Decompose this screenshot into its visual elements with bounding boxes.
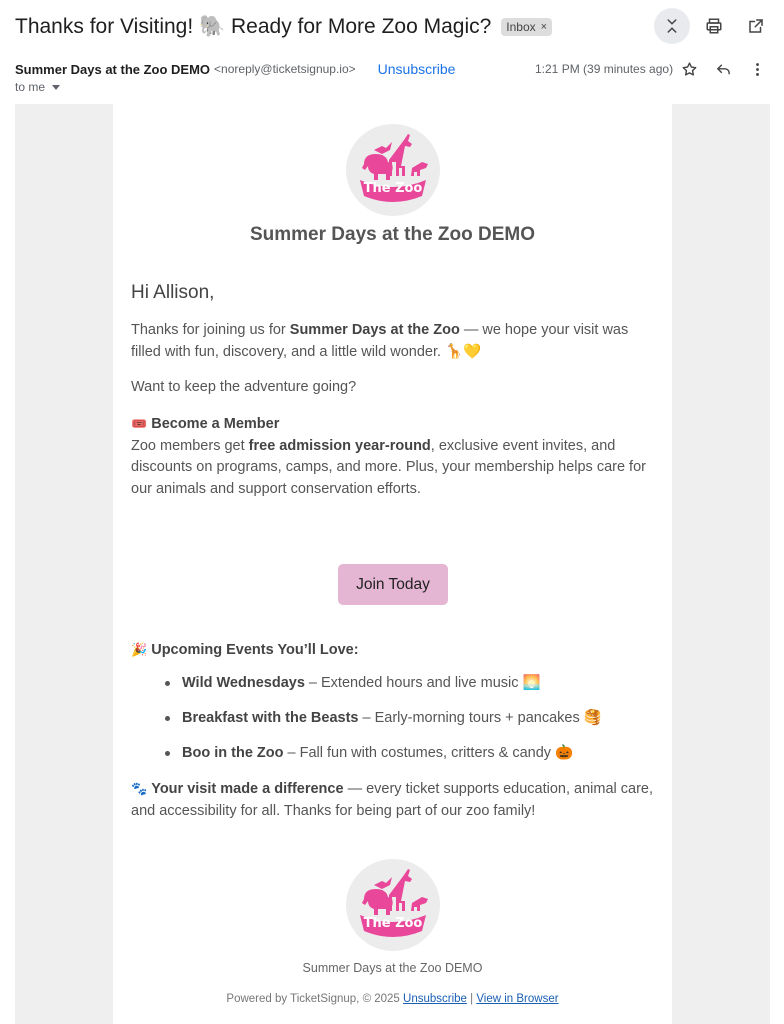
star-icon[interactable] [674, 55, 704, 83]
view-in-browser-link[interactable]: View in Browser [476, 993, 559, 1005]
zoo-logo [346, 124, 440, 216]
footer-powered-by [113, 993, 672, 1005]
footer-logo-text: The Zoo [363, 916, 422, 931]
intro-pre: Thanks for joining us for [131, 322, 290, 338]
chevron-down-icon [52, 85, 60, 90]
collapse-icon[interactable] [654, 8, 690, 44]
reply-icon[interactable] [708, 55, 738, 83]
sender-name: Summer Days at the Zoo DEMO [15, 61, 211, 77]
list-item [165, 673, 654, 694]
top-actions [654, 8, 774, 44]
open-in-new-icon[interactable] [738, 8, 774, 44]
member-bold: free admission year-round [248, 437, 431, 454]
intro-post: — we hope your visit was filled with fun, discovery, and a little wild wonder. 🦒💛 [131, 322, 629, 360]
footer-unsubscribe-link[interactable]: Unsubscribe [403, 993, 467, 1005]
event-desc: – Extended hours and live music 🌅 [304, 675, 541, 691]
recipient-text: to me [15, 80, 46, 94]
events-heading-text: Upcoming Events You’ll Love: [151, 642, 359, 658]
sender-email: <noreply@ticketsignup.io> [214, 62, 356, 76]
inbox-label-badge[interactable] [501, 18, 552, 36]
intro-bold: Summer Days at the Zoo [289, 322, 460, 338]
party-icon: 🎉 [131, 642, 148, 657]
visit-post: — every ticket supports education, animal care, and accessibility for all. Thanks for being part of our zoo family! [131, 781, 654, 819]
email-body [113, 104, 672, 1024]
logo-text: The Zoo [363, 181, 422, 196]
list-item [165, 708, 654, 729]
intro-paragraph [131, 320, 654, 363]
event-desc: – Fall fun with costumes, critters & candy 🎃 [283, 745, 574, 761]
footer-zoo-logo [346, 859, 440, 951]
print-icon[interactable] [696, 8, 732, 44]
header-unsubscribe-link[interactable]: Unsubscribe [377, 61, 456, 77]
sender-row [15, 58, 772, 80]
event-desc: – Early-morning tours + pancakes 🥞 [358, 710, 602, 726]
event-name: Boo in the Zoo [182, 745, 284, 761]
organization-title: Summer Days at the Zoo DEMO [249, 224, 536, 245]
bullet-icon [165, 716, 170, 721]
join-today-button[interactable]: Join Today [338, 564, 448, 605]
bullet-icon [165, 681, 170, 686]
paw-icon: 🐾 [131, 781, 148, 796]
membership-heading: Become a Member [151, 416, 280, 432]
email-subject: Thanks for Visiting! 🐘 Ready for More Zoo Magic? [15, 15, 492, 38]
footer-separator: | [466, 993, 477, 1005]
recipient-dropdown[interactable] [15, 80, 60, 94]
member-pre: Zoo members get [131, 437, 249, 454]
event-name: Breakfast with the Beasts [182, 710, 359, 726]
inbox-label-text: Inbox [506, 20, 536, 34]
greeting: Hi Allison, [131, 282, 215, 303]
subject-row [15, 12, 552, 42]
visit-bold: Your visit made a difference [151, 781, 344, 797]
footer-org-name: Summer Days at the Zoo DEMO [302, 961, 483, 975]
remove-label-icon[interactable]: × [540, 21, 548, 33]
message-actions [674, 55, 772, 83]
bullet-icon [165, 751, 170, 756]
list-item [165, 743, 654, 764]
member-post: , exclusive event invites, and discounts on programs, camps, and more. Plus, your membership helps care for our animals and support conservation efforts. [131, 437, 646, 497]
powered-text: Powered by TicketSignup, © 2025 [226, 993, 404, 1005]
membership-section [131, 413, 654, 500]
adventure-paragraph: Want to keep the adventure going? [131, 379, 357, 395]
events-heading [131, 639, 654, 662]
email-timestamp: 1:21 PM (39 minutes ago) [535, 62, 674, 76]
more-vert-icon[interactable] [742, 55, 772, 83]
ticket-icon: 🎟️ [131, 416, 148, 431]
visit-paragraph [131, 778, 654, 822]
event-name: Wild Wednesdays [182, 675, 305, 691]
